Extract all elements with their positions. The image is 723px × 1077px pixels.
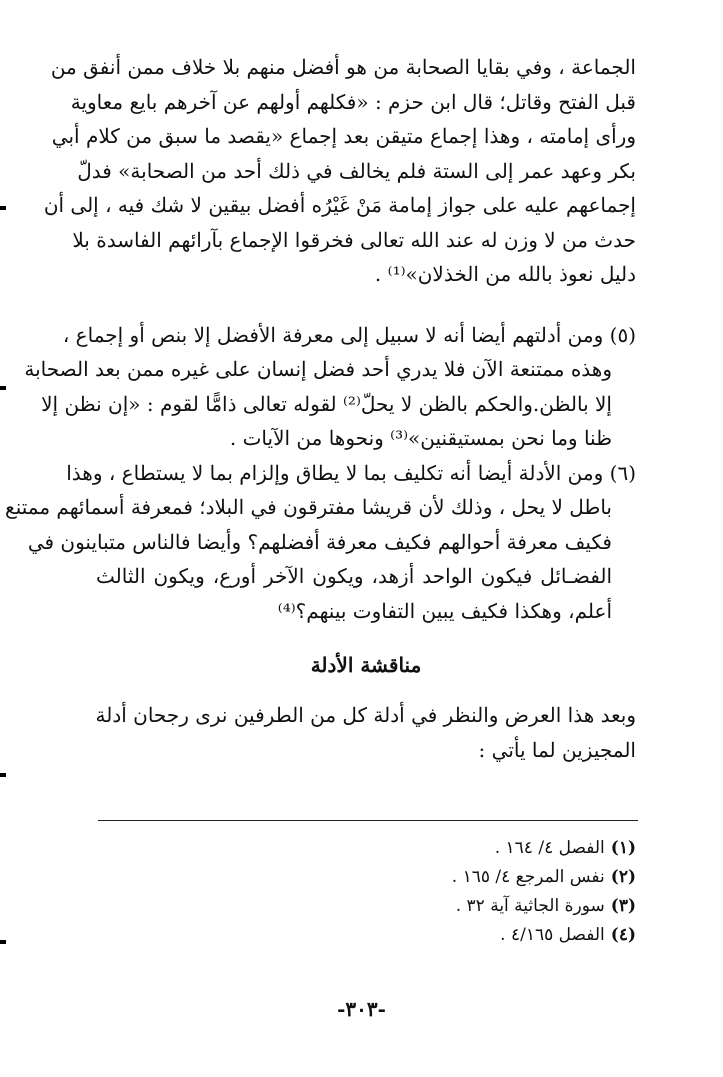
text-line: الفضـائل فيكون الواحد أزهد، ويكون الآخر أورع، ويكون الثالث <box>96 564 612 588</box>
footnote-text: الفصل ٤/١٦٥ . <box>500 925 605 945</box>
footnotes <box>96 834 636 950</box>
paragraph-continuation <box>43 50 636 292</box>
numbered-point-5 <box>24 318 636 456</box>
paragraph-spacer <box>96 292 636 318</box>
text-line: المجيزين لما يأتي : <box>478 737 636 762</box>
main-text <box>5 50 636 767</box>
text-line: (٦) ومن الأدلة أيضا أنه تكليف بما لا يطاق وإلزام بما لا يستطاع ، وهذا <box>66 460 636 485</box>
text-line: (٥) ومن أدلتهم أيضا أنه لا سبيل إلى معرفة الأفضل إلا بنص أو إجماع ، <box>62 322 636 347</box>
scan-edge-mark <box>0 773 6 777</box>
text-line: إلا بالظن.والحكم بالظن لا يحلّ⁽²⁾ لقوله تعالى ذامًّا لقوم : «إن نظن إلا <box>41 391 612 416</box>
numbered-point-6 <box>5 456 636 629</box>
footnote-number: (٤) <box>610 925 636 945</box>
text-line: بكر وعهد عمر إلى الستة فلم يخالف في ذلك أحد من الصحابة» فدلّ <box>77 158 636 183</box>
footnote-text: سورة الجاثية آية ٣٢ . <box>455 896 605 916</box>
footnote-number: (٢) <box>610 867 636 887</box>
footnote-number: (٣) <box>610 896 636 916</box>
footnote-item <box>96 863 636 892</box>
footnote-item <box>96 921 636 950</box>
page-number: -٣٠٣- <box>337 997 386 1021</box>
text-line: الجماعة ، وفي بقايا الصحابة من هو أفضل منهم بلا خلاف ممن أنفق من <box>50 55 636 79</box>
text-line: باطل لا يحل ، وذلك لأن قريشا مفترقون في البلاد؛ فمعرفة أسمائهم ممتنع <box>5 495 612 519</box>
text-line: قبل الفتح وقاتل؛ قال ابن حزم : «فكلهم أولهم عن آخرهم بايع معاوية <box>70 89 636 114</box>
footnote-number: (١) <box>610 838 636 858</box>
footnote-text: الفصل ٤/ ١٦٤ . <box>494 838 605 858</box>
text-line: أعلم، وهكذا فكيف يبين التفاوت بينهم؟⁽⁴⁾ <box>277 598 612 623</box>
paragraph-discussion <box>96 698 636 767</box>
footnote-text: نفس المرجع ٤/ ١٦٥ . <box>451 867 605 887</box>
footnote-divider <box>98 820 638 821</box>
scan-edge-mark <box>0 386 6 390</box>
section-heading: مناقشة الأدلة <box>310 653 422 677</box>
text-line: وهذه ممتنعة الآن فلا يدري أحد فضل إنسان على غيره ممن بعد الصحابة <box>24 357 612 381</box>
text-line: إجماعهم عليه على جواز إمامة مَنْ غَيْرُه أفضل بيقين لا شك فيه ، إلى أن <box>43 193 636 217</box>
footnote-item <box>96 892 636 921</box>
text-line: دليل نعوذ بالله من الخذلان»⁽¹⁾ . <box>374 262 636 286</box>
text-line: وبعد هذا العرض والنظر في أدلة كل من الطرفين نرى رجحان أدلة <box>95 703 636 727</box>
scan-edge-mark <box>0 206 6 210</box>
text-line: ورأى إمامته ، وهذا إجماع متيقن بعد إجماع «يقصد ما سبق من كلام أبي <box>51 124 636 148</box>
scan-edge-mark <box>0 940 6 944</box>
footnote-item <box>96 834 636 863</box>
text-line: حدث من لا وزن له عند الله تعالى فخرقوا الإجماع بآرائهم الفاسدة بلا <box>72 227 636 252</box>
text-line: ظنا وما نحن بمستيقنين»⁽³⁾ ونحوها من الآيات . <box>229 426 612 450</box>
text-line: فكيف معرفة أحوالهم فكيف معرفة أفضلهم؟ وأيضا فالناس متباينون في <box>27 529 612 554</box>
